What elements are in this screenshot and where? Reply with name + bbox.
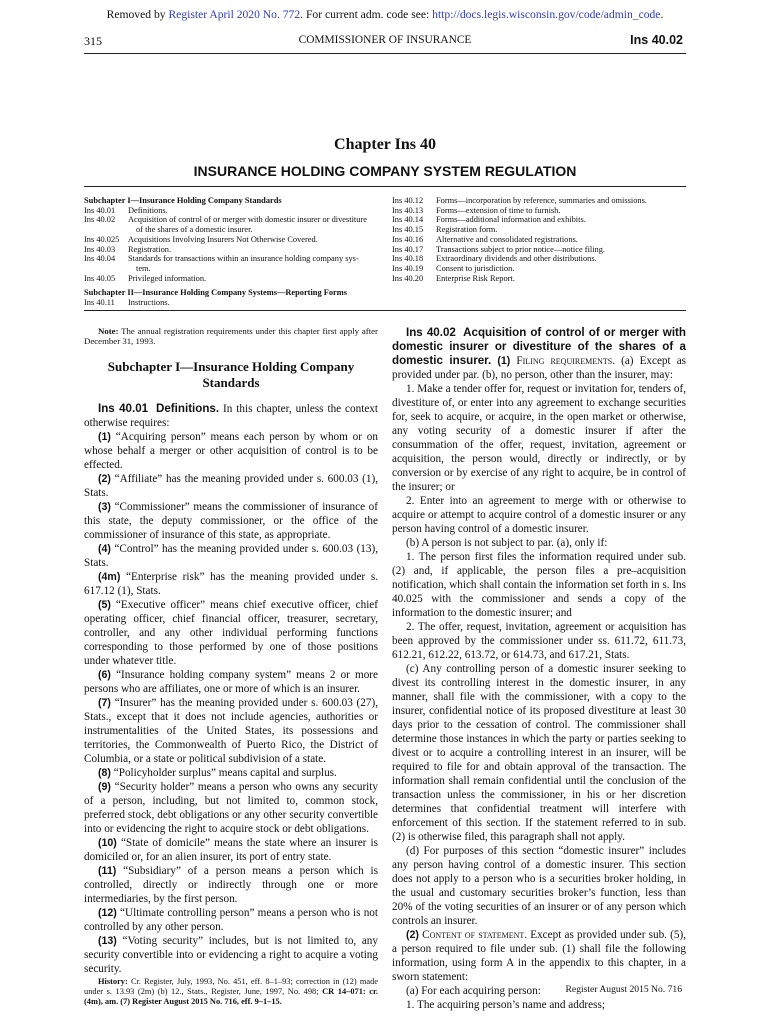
toc-item-text: Forms—extension of time to furnish. [436, 205, 561, 215]
title-rule [84, 186, 686, 187]
subchapter-heading: Subchapter I—Insurance Holding Company Standards [107, 358, 355, 391]
toc-item-text: Acquisitions Involving Insurers Not Otherwise Covered. [128, 234, 318, 244]
toc-subchapter-1: Subchapter I—Insurance Holding Company Standards [84, 196, 282, 205]
definition-number: (11) [98, 864, 117, 877]
definition-item [84, 570, 378, 598]
toc-item-text: Transactions subject to prior notice—notice filing. [436, 244, 606, 254]
toc-item-text: Instructions. [128, 298, 170, 308]
definition-number: (4m) [98, 570, 121, 583]
toc-item-number: Ins 40.16 [392, 234, 424, 244]
toc-item-text: Acquisition of control of or merger with domestic insurer or divestiture [128, 215, 367, 225]
register-link[interactable]: Register April 2020 No. 772 [168, 8, 301, 21]
toc-item-number: Ins 40.02 [84, 215, 116, 225]
toc-item[interactable] [392, 206, 686, 216]
definition-text: “Ultimate controlling person” means a person who is not controlled by any other person. [84, 906, 378, 933]
definition-item [84, 864, 378, 906]
definition-item [84, 934, 378, 976]
definition-number: (5) [98, 598, 111, 611]
paragraph: (d) For purposes of this section “domestic insurer” includes any person having control of a domestic insurer. This section does not apply to a person who is a securities broker holding, in the usual and customary securities broker’s function, less than 20% of the voting securities of an insurer or of any person which controls an insurer. [392, 845, 686, 927]
definition-text: “Insurance holding company system” means 2 or more persons who are affiliates, one or more of which is an insurer. [84, 668, 378, 695]
definition-item [84, 906, 378, 934]
definition-number: (9) [98, 780, 111, 793]
toc-item-text: Extraordinary dividends and other distributions. [436, 254, 597, 264]
paragraph-text: Except as provided under sub. (5), a person required to file under sub. (1) shall file the following information, using form A in the appendix to this chapter, in a sworn statement: [392, 929, 686, 983]
definition-number: (7) [98, 696, 111, 709]
toc-item[interactable] [84, 215, 380, 225]
subsection-caption: Filing requirements. [516, 355, 616, 367]
definition-text: “Policyholder surplus” means capital and surplus. [110, 766, 337, 779]
history-note [84, 977, 378, 1007]
section-number: Ins 40.01 [98, 401, 149, 415]
header-section-number: Ins 40.02 [630, 33, 683, 47]
toc-item-number: Ins 40.11 [84, 298, 115, 308]
admin-code-link[interactable]: http://docs.legis.wisconsin.gov/code/admin_code [432, 8, 661, 21]
definition-item [84, 598, 378, 668]
header-rule [84, 53, 686, 54]
toc-item-text: Privileged information. [128, 273, 207, 283]
definition-number: (3) [98, 500, 111, 513]
definition-item [84, 430, 378, 472]
chapter-title: Chapter Ins 40 [334, 136, 436, 153]
paragraph: 2. Enter into an agreement to merge with or otherwise to acquire or attempt to acquire control of a domestic insurer or any person having control of a domestic insurer. [392, 495, 686, 535]
toc-item[interactable] [392, 264, 686, 274]
toc-item-text: Forms—additional information and exhibits. [436, 215, 586, 225]
definition-item [84, 836, 378, 864]
toc-item[interactable] [84, 274, 380, 284]
toc-item-continuation [84, 225, 380, 235]
removed-prefix: Removed by [106, 8, 169, 21]
toc-item-text: Definitions. [128, 205, 168, 215]
toc-item-text: Forms—incorporation by reference, summaries and omissions. [436, 196, 647, 205]
toc-item[interactable] [392, 196, 686, 206]
definition-item [84, 542, 378, 570]
paragraph: 1. The person first files the information required under sub. (2) and, if applicable, the person files a pre–acquisition notification, which shall contain the information set forth in s. Ins 40.025 with the commissioner and sends a copy of the information to the domestic insurer; and [392, 551, 686, 619]
page-number: 315 [84, 34, 102, 48]
paragraph-text: (a) Except as provided under par. (b), no person, other than the insurer, may: [392, 355, 687, 381]
toc-item-number [84, 264, 128, 274]
subsection-number: (2) [406, 929, 419, 941]
paragraph: 1. Make a tender offer for, request or invitation for, tenders of, divestiture of, or enter into any agreement to exchange securities for, seek to acquire, or acquire, in the open market or otherwise, any voting security of a domestic insurer if after the consummation of the offer, request, invitation, agreement or acquisition, the person would, directly or indirectly, or by conversion or by exercise of any right to acquire, be in control of the insurer; or [392, 383, 686, 493]
toc-item[interactable] [392, 254, 686, 264]
toc-item-number: Ins 40.01 [84, 205, 116, 215]
toc-item[interactable] [84, 245, 380, 255]
toc-rule [84, 310, 686, 311]
paragraph: 1. The acquiring person’s name and address; [406, 999, 605, 1011]
definition-number: (6) [98, 668, 111, 681]
removed-mid: . For current adm. code see: [300, 8, 433, 21]
toc-item[interactable] [84, 206, 380, 216]
subsection-caption: Content of statement. [422, 929, 528, 941]
definition-text: “Enterprise risk” has the meaning provided under s. 617.12 (1), Stats. [84, 570, 378, 597]
paragraph: 2. The offer, request, invitation, agreement or acquisition has been approved by the commissioner under ss. 611.72, 611.73, 612.21, 612.22, 613.72, or 614.73, and 617.21, Stats. [392, 621, 686, 661]
toc-item-number: Ins 40.04 [84, 254, 116, 264]
definition-text: “Commissioner” means the commissioner of insurance of this state, the deputy commissioner, or the office of the commissioner of insurance of this state, as appropriate. [84, 500, 378, 541]
definition-number: (1) [98, 430, 111, 443]
toc-item-number: Ins 40.15 [392, 225, 424, 235]
definition-text: “Voting security” includes, but is not limited to, any security convertible into or evidencing a right to acquire a voting security. [84, 934, 378, 975]
note-label: Note: [98, 326, 119, 336]
toc-item[interactable] [392, 245, 686, 255]
definition-number: (12) [98, 906, 117, 919]
definition-number: (10) [98, 836, 117, 849]
definition-text: “Affiliate” has the meaning provided under s. 600.03 (1), Stats. [84, 472, 378, 499]
toc-item[interactable] [392, 225, 686, 235]
definition-item [84, 472, 378, 500]
right-column [392, 326, 686, 1012]
toc-item-text: Alternative and consolidated registrations. [436, 234, 578, 244]
note [84, 326, 378, 347]
definition-item [84, 766, 378, 780]
definition-item [84, 696, 378, 766]
definition-text: “Subsidiary” of a person means a person which is controlled, directly or indirectly through one or more intermediaries, by the first person. [84, 864, 378, 905]
section-number: Ins 40.02 [406, 326, 456, 339]
toc-item[interactable] [392, 274, 686, 284]
history-text: Cr. Register, July, 1993, No. 451, eff. 8–1–93; correction in (12) made under s. 13.93 (2m) (b) 12., Stats., Register, June, 1997, No. 498; [84, 976, 378, 996]
toc-item-number: Ins 40.19 [392, 263, 424, 273]
toc-item-number: Ins 40.025 [84, 234, 120, 244]
definition-number: (13) [98, 934, 117, 947]
toc-item-text: tem. [136, 263, 151, 273]
toc-item-text: Enterprise Risk Report. [436, 273, 515, 283]
toc-item-number: Ins 40.20 [392, 273, 424, 283]
toc-item[interactable] [392, 235, 686, 245]
toc-item-text: Registration. [128, 244, 172, 254]
toc-right [392, 196, 686, 283]
removed-notice [0, 8, 770, 21]
definition-item [84, 500, 378, 542]
section-heading [392, 326, 686, 382]
paragraph [392, 928, 686, 984]
toc-item-number: Ins 40.18 [392, 254, 424, 264]
toc-item-number: Ins 40.03 [84, 244, 116, 254]
definition-text: “Control” has the meaning provided under s. 600.03 (13), Stats. [84, 542, 378, 569]
toc-item-text: Standards for transactions within an insurance holding company sys- [128, 254, 359, 264]
definition-item [84, 668, 378, 696]
definition-text: “State of domicile” means the state where an insurer is domiciled or, for an alien insurer, its port of entry state. [84, 836, 378, 863]
section-intro: In this chapter, unless the context otherwise requires: [84, 402, 378, 429]
footer-register: Register August 2015 No. 716 [565, 984, 682, 995]
definition-number: (8) [98, 766, 111, 779]
definitions-intro [84, 402, 378, 430]
toc-item-text: Registration form. [436, 225, 498, 235]
history-label: History: [98, 976, 128, 986]
toc-item-number: Ins 40.13 [392, 205, 424, 215]
paragraph: (b) A person is not subject to par. (a), only if: [406, 537, 608, 549]
toc-item-text: of the shares of a domestic insurer. [136, 225, 253, 235]
definition-text: “Insurer” has the meaning provided under s. 600.03 (27), Stats., except that it does not include agencies, authorities or instrumentalities of the United States, its possessions and territories, the Commonwealth of Puerto Rico, the District of Columbia, or a state or political subdivision of a state. [84, 696, 378, 765]
removed-suffix: . [660, 8, 664, 21]
note-text: The annual registration requirements under this chapter first apply after December 31, 1993. [84, 326, 378, 347]
toc-item[interactable] [84, 298, 380, 308]
section-title: Acquisition of control of or merger with domestic insurer or divestiture of the shares of a domestic insurer. [392, 326, 686, 367]
definition-number: (2) [98, 472, 111, 485]
chapter-subtitle: INSURANCE HOLDING COMPANY SYSTEM REGULATION [193, 163, 577, 179]
toc-item[interactable] [84, 235, 380, 245]
toc-item[interactable] [84, 254, 380, 264]
definition-text: “Executive officer” means chief executive officer, chief operating officer, chief financial officer, treasurer, secretary, controller, and any other individual performing functions corresponding to those performed by one of those positions under whatever title. [84, 598, 378, 667]
paragraph: (a) For each acquiring person: [406, 985, 541, 997]
toc-item[interactable] [392, 215, 686, 225]
toc-subchapter-2: Subchapter II—Insurance Holding Company Systems—Reporting Forms [84, 288, 347, 298]
subsection-number: (1) [497, 355, 511, 367]
definition-item [84, 780, 378, 836]
definition-number: (4) [98, 542, 111, 555]
toc-item-number: Ins 40.17 [392, 244, 424, 254]
toc-item-number [84, 225, 128, 235]
toc-item-number: Ins 40.14 [392, 215, 424, 225]
section-title: Definitions. [155, 401, 220, 415]
running-head: COMMISSIONER OF INSURANCE [298, 34, 472, 46]
toc-left [84, 196, 380, 308]
toc-item-continuation [84, 264, 380, 274]
toc-item-text: Consent to jurisdiction. [436, 263, 515, 273]
paragraph: (c) Any controlling person of a domestic insurer seeking to divest its controlling interest in the domestic insurer, in any manner, shall file with the commissioner, with a copy to the insurer, confidential notice of its proposed divestiture at least 30 days prior to the cessation of control. The commissioner shall determine those instances in which the party or parties seeking to divest or to acquire a controlling interest in an insurer, will be required to file for and obtain approval of the transaction. The information shall remain confidential until the conclusion of the transaction unless the commissioner, in his or her discretion determines that confidential treatment will interfere with enforcement of this section. If the statement referred to in sub. (2) is otherwise filed, this paragraph shall not apply. [392, 663, 686, 843]
toc-item-number: Ins 40.05 [84, 273, 116, 283]
history-bold: CR 14–071: cr. (4m), am. (7) Register August 2015 No. 716, eff. 9–1–15. [84, 986, 378, 1006]
definition-text: “Acquiring person” means each person by whom or on whose behalf a merger or other acquisition of control is to be effected. [84, 430, 378, 471]
toc-item-number: Ins 40.12 [392, 196, 424, 205]
definition-text: “Security holder” means a person who owns any security of a person, including, but not limited to, common stock, preferred stock, debt obligations or any other security convertible into or evidencing the right to acquire stock or debt obligations. [84, 780, 378, 835]
left-column [84, 326, 378, 1007]
